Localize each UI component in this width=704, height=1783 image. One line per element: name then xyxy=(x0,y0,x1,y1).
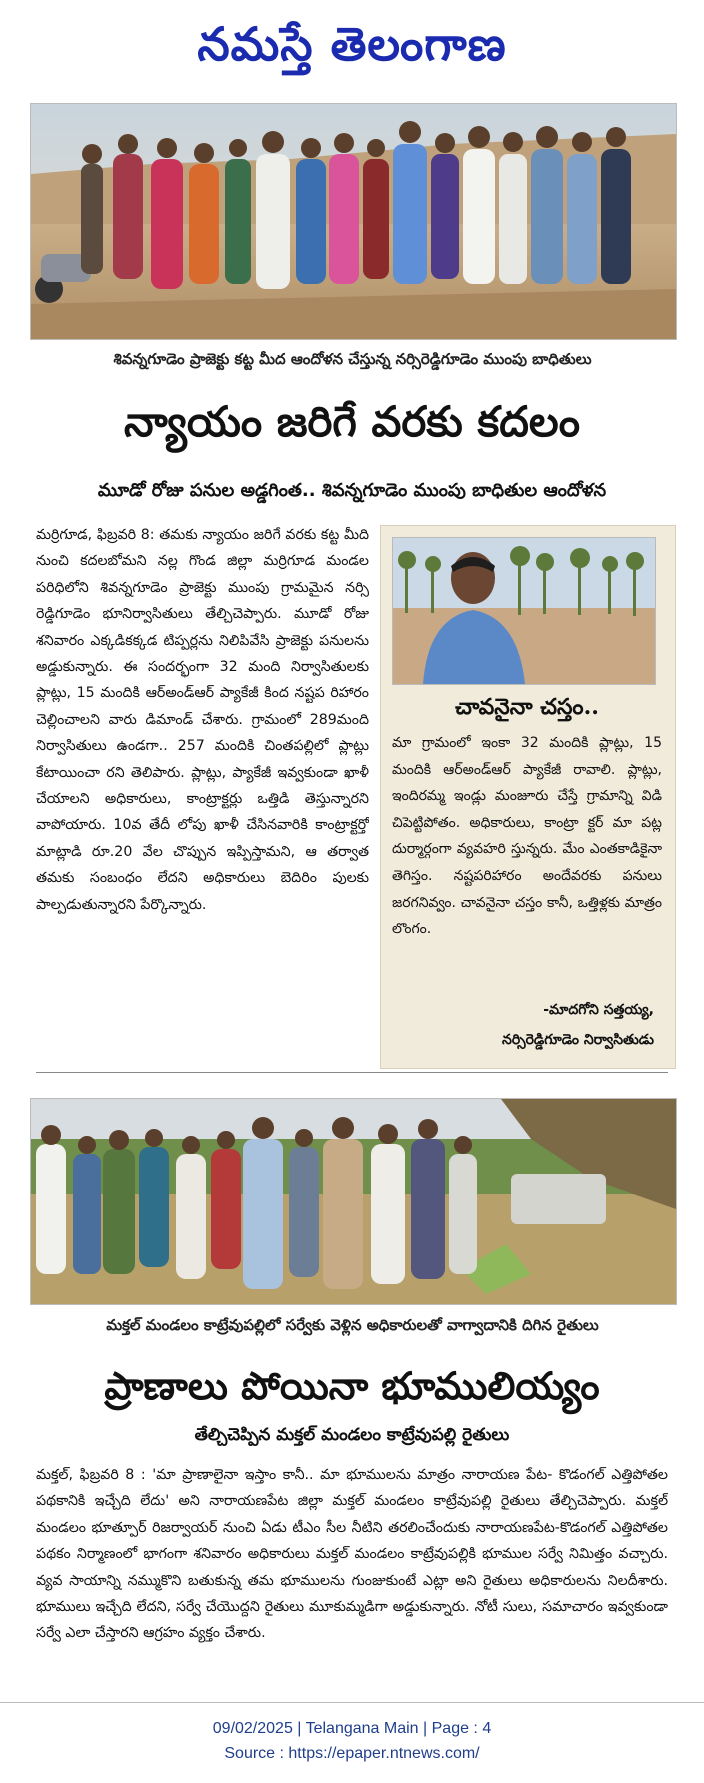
photo-caption: శివన్నగూడెం ప్రాజెక్టు కట్ట మీద ఆందోళన చేస్తున్న నర్సిరెడ్డిగూడెం ముంపు బాధితులు xyxy=(113,350,592,368)
article-body: మక్తల్, ఫిబ్రవరి 8 : 'మా ప్రాణాలైనా ఇస్తాం కానీ.. మా భూములను మాత్రం నారాయణ పేట- కొడంగల్ ఎత్తిపోతల పథకానికి ఇచ్చేది లేదు' అని నారాయణపేట జిల్లా మక్తల్ మండలం కాట్రేవుపల్లి రైతులు తేల్చిచెప్పారు. మక్తల్ మండలం భూత్పూర్ రిజర్వాయర్ నుంచి ఏడు టీఎం సీల నీటిని తరలించేందుకు నారాయణపేట-కొడంగల్ ఎత్తిపోతల పథకం నిర్మాణంలో భాగంగా శనివారం అధికారులు మక్తల్ మండలం కాట్రేవుపల్లికి భూముల సర్వే నిమిత్తం వచ్చారు. వ్యవ సాయాన్ని నమ్ముకొని బతుకున్న తమ భూములను గుంజుకుంటే ఎట్లా అని రైతులు అధికారులను నిలదీశారు. భూములు ఇచ్చేది లేదని, సర్వే చేయొద్దని రైతులు మూకుమ్మడిగా అడ్డుకున్నారు. నోటీ సులు, సమాచారం ఇవ్వకుండా సర్వే ఎలా చేస్తారని ఆగ్రహం వ్యక్తం చేశారు. xyxy=(36,1467,668,1642)
section-divider xyxy=(36,1072,668,1073)
footer-source: Source : https://epaper.ntnews.com/ xyxy=(224,1745,480,1762)
quote-author-place: నర్సిరెడ్డిగూడెం నిర్వాసితుడు xyxy=(502,1032,654,1048)
quote-body: మా గ్రామంలో ఇంకా 32 మందికి ప్లాట్లు, 15 మందికి ఆర్అండ్ఆర్ ప్యాకేజీ రావాలి. ప్లాట్లు, ఇందిరమ్మ ఇండ్లు మంజూరు చేస్తే గ్రామాన్ని విడి చిపెట్టిపోతం. అధికారులు, కాంట్రా క్టర్ మా పట్ల దుర్మార్గంగా వ్యవహరి స్తున్నరు. మేం ఎంతకాడికైనా తెగిస్తం. నష్టపరిహారం అందేవరకు పనులు జరగనివ్వం. చావనైనా చస్తం కానీ, ఒత్తిళ్లకు మాత్రం లొంగం. xyxy=(392,735,662,938)
photo-caption: మక్తల్ మండలం కాట్రేవుపల్లిలో సర్వేకు వెళ్లిన అధికారులతో వాగ్వాదానికి దిగిన రైతులు xyxy=(106,1316,599,1334)
footer-date-page: 09/02/2025 | Telangana Main | Page : 4 xyxy=(212,1720,492,1737)
farmers-photo xyxy=(30,1098,677,1305)
subheadline: తేల్చిచెప్పిన మక్తల్ మండలం కాట్రేవుపల్లి రైతులు xyxy=(194,1425,510,1445)
quote-author: -మాదగోని సత్తయ్య, xyxy=(543,1002,654,1018)
article-body: మర్రిగూడ, ఫిబ్రవరి 8: తమకు న్యాయం జరిగే వరకు కట్ట మీది నుంచి కదలబోమని నల్ల గొండ జిల్లా మర్రిగూడ మండల పరిధిలోని శివన్నగూడెం ప్రాజెక్టు ముంపు గ్రామమైన నర్సి రెడ్డిగూడెం భూనిర్వాసితులు తేల్చిచెప్పారు. మూడో రోజు శనివారం ఎక్కడికక్కడ టిప్పర్లను నిలిపివేసి ప్రాజెక్టు పనులను అడ్డుకున్నారు. ఈ సందర్భంగా 32 మంది నిర్వాసితులకు ప్లాట్లు, 15 మందికి ఆర్అండ్ఆర్ ప్యాకేజీ కింద నష్టప రిహారం చెల్లించాలని వారు డిమాండ్ చేశారు. గ్రామంలో 289మంది నిర్వాసితులు ఉండగా.. 257 మందికి చింతపల్లిలో ప్లాట్లు కేటాయించా రని తెలిపారు. ప్లాట్లు, ప్యాకేజీ ఇవ్వకుండా ఖాళీ చేయాలని అధికారులు, కాంట్రాక్టర్లు ఒత్తిడి తెస్తున్నారని వాపోయారు. 10వ తేదీ లోపు ఖాళీ చేసినవారికి కాంట్రాక్టర్తో మాట్లాడి రూ.20 వేల చొప్పున ఇప్పిస్తామని, ఆ తర్వాత తమకు సంబంధం లేదని అధికారులు బెదిరిం పులకు పాల్పడుతున్నారని పేర్కొన్నారు. xyxy=(36,527,369,913)
quote-title: చావనైనా చస్తం.. xyxy=(455,694,599,720)
portrait-photo xyxy=(392,537,656,685)
masthead xyxy=(0,0,704,95)
footer-divider xyxy=(0,1702,704,1703)
subheadline: మూడో రోజు పనుల అడ్డగింత.. శివన్నగూడెం ముంపు బాధితుల ఆందోళన xyxy=(97,480,607,501)
protest-photo xyxy=(30,103,677,340)
headline: న్యాయం జరిగే వరకు కదలం xyxy=(123,397,580,446)
newspaper-title: నమస్తే తెలంగాణ xyxy=(197,17,507,71)
headline: ప్రాణాలు పోయినా భూములియ్యం xyxy=(104,1363,600,1408)
